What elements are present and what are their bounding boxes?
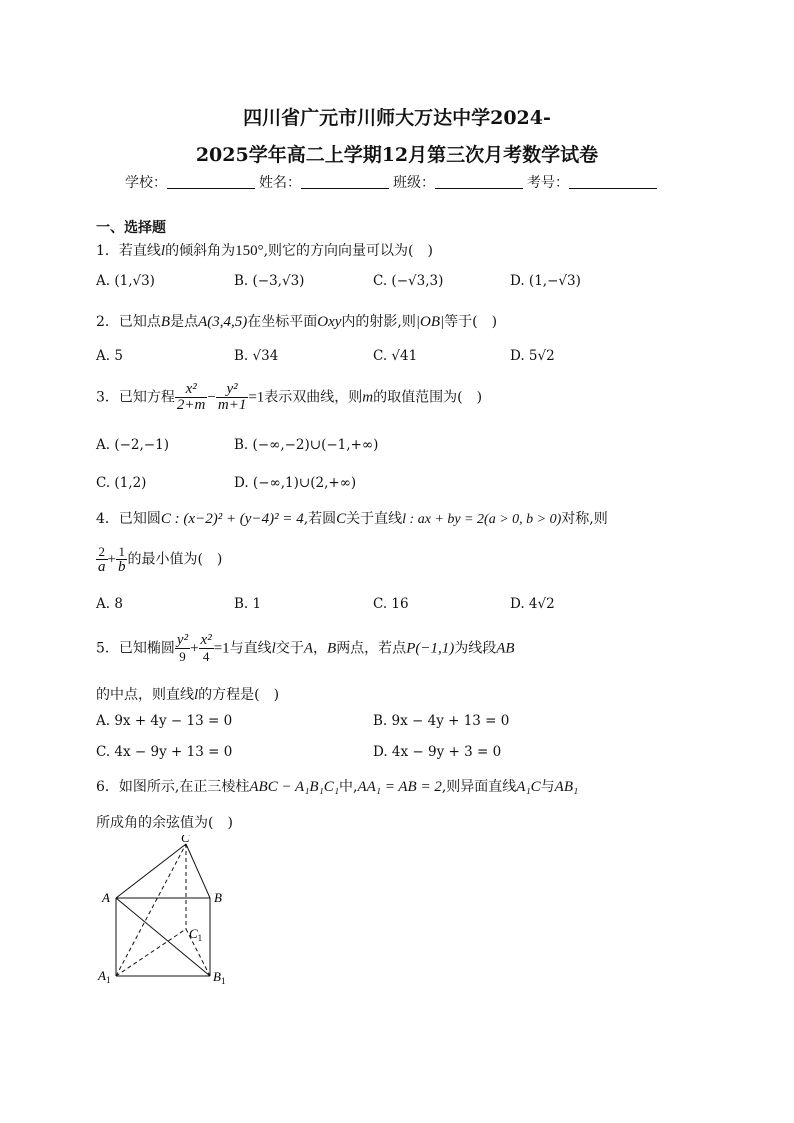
name-blank	[301, 174, 389, 189]
q5-var: A	[303, 640, 314, 657]
school-label: 学校：	[125, 175, 167, 191]
q2-option-a: A. 5	[96, 348, 123, 364]
student-info-row	[125, 172, 661, 192]
q6-equation: AA₁ = AB = 2	[357, 779, 442, 795]
q3-minus: −	[207, 389, 216, 406]
q2-option-d: D. 5√2	[510, 348, 555, 364]
question-2	[96, 311, 497, 331]
question-5	[96, 633, 515, 664]
q5-frac1-den: 9	[175, 648, 190, 664]
q3-frac1-num: x²	[185, 381, 197, 397]
q1-option-c: C. (−√3,3)	[373, 273, 444, 289]
q3-option-a: A. (−2,−1)	[96, 437, 169, 453]
label-B1-sub: 1	[220, 976, 226, 986]
label-B1	[213, 969, 225, 986]
q6-text: 中,	[339, 779, 358, 795]
exam-title-line2: 2025学年高二上学期12月第三次月考数学试卷	[195, 144, 599, 166]
school-blank	[167, 174, 255, 189]
edge-CB	[186, 844, 210, 898]
q1-text: 的倾斜角为	[165, 243, 236, 259]
q2-point: A(3,4,5)	[198, 314, 248, 330]
q2-option-b: B. √34	[234, 348, 279, 364]
q2-vector-norm: |OB|	[415, 314, 445, 330]
section-title: 一、选择题	[96, 220, 166, 236]
q5-text: 为线段	[454, 640, 497, 657]
q3-option-d: D. (−∞,1)∪(2,+∞)	[234, 475, 357, 491]
q4-text: 关于直线	[346, 511, 403, 527]
q6-line2: AB₁	[554, 779, 579, 795]
q1-angle: 150°	[235, 243, 264, 259]
q4-option-d: D. 4√2	[510, 596, 555, 612]
prism-figure	[90, 835, 240, 995]
question-6-cont: 所成角的余弦值为( )	[96, 815, 233, 831]
question-1	[96, 240, 433, 260]
q5-var: l	[271, 640, 276, 657]
q2-plane: Oxy	[317, 314, 342, 330]
q4-text: 已知圆	[118, 511, 161, 527]
question-4	[96, 508, 608, 528]
q1-option-b: B. (−3,√3)	[234, 273, 305, 289]
q4-plus: +	[107, 551, 116, 568]
q6-number: 6．	[96, 779, 119, 795]
q4-frac1-num: 2	[98, 544, 105, 559]
q1-text: ,则它的方向向量可以为( )	[263, 243, 433, 259]
q4-fraction-1	[96, 544, 108, 575]
exam-title-line1: 四川省广元市川师大万达中学2024-	[243, 107, 551, 129]
q4-text: 的最小值为( )	[127, 551, 223, 568]
label-C: C	[181, 835, 190, 845]
q4-option-c: C. 16	[373, 596, 409, 612]
label-C1	[189, 926, 202, 943]
q2-number: 2．	[96, 314, 119, 330]
q5-text: 两点，若点	[336, 640, 407, 657]
q6-text: 如图所示,在正三棱柱	[118, 779, 250, 795]
q3-option-c: C. (1,2)	[96, 475, 147, 491]
label-A1	[97, 968, 110, 985]
q5-option-a: A. 9x + 4y − 13 = 0	[96, 713, 233, 729]
q5-fraction-1	[175, 633, 190, 664]
q5-plus: +	[190, 640, 199, 657]
class-label: 班级：	[393, 175, 435, 191]
q5-frac2-den: 4	[199, 648, 214, 664]
label-A1-sub: 1	[105, 975, 111, 985]
q2-text: 已知点	[118, 314, 161, 330]
q5-text: ，	[313, 640, 328, 657]
q5-var: B	[327, 640, 337, 657]
label-C1-letter: C	[189, 926, 198, 941]
q4-option-a: A. 8	[96, 596, 123, 612]
q3-frac2-den: m+1	[217, 397, 247, 413]
q6-line1: A₁C	[516, 779, 541, 795]
q5-option-b: B. 9x − 4y + 13 = 0	[373, 713, 510, 729]
label-C1-sub: 1	[197, 933, 203, 943]
q4-line-eq: l : ax + by = 2(a > 0, b > 0)	[402, 512, 562, 527]
q5-number: 5．	[96, 640, 119, 657]
class-blank	[435, 174, 523, 189]
q5-option-d: D. 4x − 9y + 3 = 0	[373, 744, 502, 760]
q1-number: 1．	[96, 243, 119, 259]
q1-option-a: A. (1,√3)	[96, 273, 155, 289]
id-blank	[569, 174, 657, 189]
q5-segment: AB	[496, 640, 515, 657]
q3-option-b: B. (−∞,−2)∪(−1,+∞)	[234, 437, 379, 453]
q4-text: ,若圆	[303, 511, 337, 527]
q5-text: 的方程是( )	[198, 687, 280, 703]
q5-point: P(−1,1)	[406, 640, 455, 657]
q2-text: 等于( )	[444, 314, 498, 330]
q4-var: C	[336, 511, 347, 527]
q3-rhs: =1	[248, 389, 265, 406]
q4-option-b: B. 1	[234, 596, 262, 612]
question-3	[96, 382, 482, 413]
label-A: A	[102, 890, 110, 905]
q3-frac1-den: 2+m	[176, 397, 206, 413]
q4-frac2-den: b	[117, 559, 126, 575]
q6-prism: ABC − A₁B₁C₁	[249, 779, 340, 795]
q5-text: 与直线	[229, 640, 272, 657]
q3-fraction-2	[216, 382, 248, 413]
label-B1-letter: B	[213, 969, 221, 984]
q5-frac1-num: y²	[176, 632, 189, 648]
q4-fraction-2	[116, 544, 128, 575]
name-label: 姓名：	[259, 175, 301, 191]
label-B: B	[214, 890, 222, 905]
edge-A1C1	[116, 929, 186, 976]
q4-number: 4．	[96, 511, 119, 527]
q3-text: 的取值范围为( )	[373, 389, 483, 406]
q2-text: 在坐标平面	[247, 314, 318, 330]
id-label: 考号：	[527, 175, 569, 191]
q5-var: l	[194, 687, 199, 703]
question-4-cont	[96, 544, 222, 575]
question-6	[96, 776, 578, 796]
q3-fraction-1	[175, 382, 207, 413]
q3-text: 表示双曲线，则	[264, 389, 363, 406]
q1-text: 若直线	[118, 243, 161, 259]
question-5-cont	[96, 684, 279, 704]
q2-option-c: C. √41	[373, 348, 418, 364]
q4-frac2-num: 1	[118, 544, 125, 559]
segment-A1C	[116, 844, 186, 976]
q4-frac1-den: a	[98, 559, 106, 575]
q5-option-c: C. 4x − 9y + 13 = 0	[96, 744, 233, 760]
q1-option-d: D. (1,−√3)	[510, 273, 581, 289]
q5-text: 已知椭圆	[118, 640, 175, 657]
q2-var: B	[160, 314, 171, 330]
q2-text: 内的射影,则	[341, 314, 416, 330]
q5-rhs: =1	[213, 640, 230, 657]
q3-var: m	[362, 389, 374, 406]
q4-circle-eq: C : (x−2)² + (y−4)² = 4	[160, 511, 304, 527]
q3-text: 已知方程	[118, 389, 175, 406]
q5-frac2-num: x²	[200, 632, 212, 648]
q3-frac2-num: y²	[226, 381, 238, 397]
q5-text: 的中点，则直线	[96, 687, 194, 703]
q2-text: 是点	[170, 314, 199, 330]
q5-text: 交于	[275, 640, 304, 657]
q3-number: 3．	[96, 389, 119, 406]
q6-text: ,则异面直线	[441, 779, 517, 795]
q4-text: 对称,则	[561, 511, 608, 527]
q5-fraction-2	[199, 633, 214, 664]
label-A1-letter: A	[98, 968, 106, 983]
edge-AC	[116, 844, 186, 898]
q1-var: l	[160, 243, 166, 259]
q6-text: 与	[540, 779, 555, 795]
